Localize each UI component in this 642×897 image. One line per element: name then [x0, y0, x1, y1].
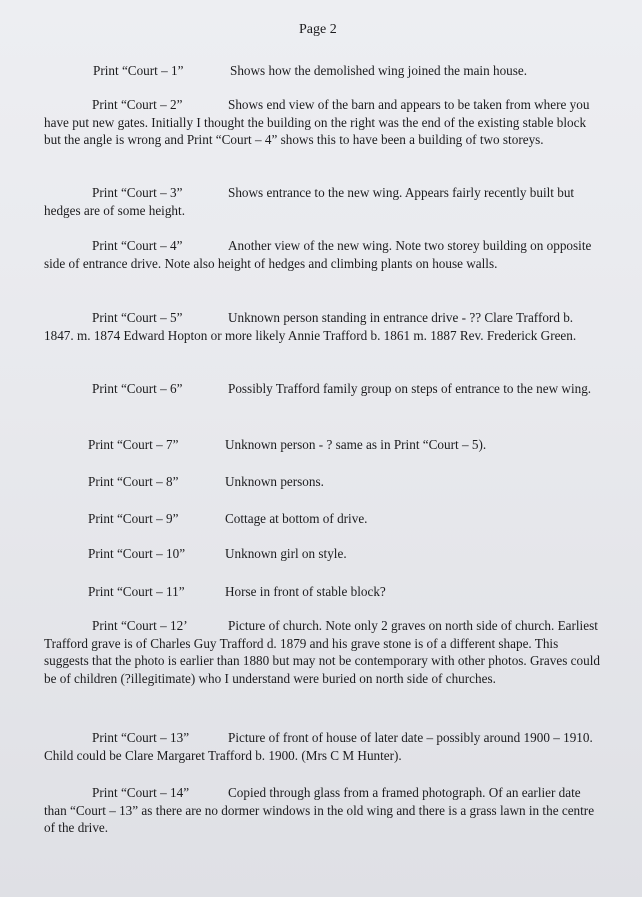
- entry-label: Print “Court – 6”: [92, 381, 183, 396]
- entry-label: Print “Court – 12’: [92, 618, 188, 633]
- entry-label: Print “Court – 3”: [92, 185, 183, 200]
- entry-label: Print “Court – 2”: [92, 97, 183, 112]
- entry-text: Shows end view of the barn and appears to be taken from where you have put new gates. Initially I thought the building on the right was the end of the existing stable block but the angle is wrong and Print “Court – 4” shows this to have been a building of two storeys.: [44, 97, 590, 148]
- entry-label: Print “Court – 14”: [92, 785, 190, 800]
- entry-text: Horse in front of stable block?: [225, 584, 386, 599]
- entry-text: Shows entrance to the new wing. Appears fairly recently built but hedges are of some height.: [44, 185, 575, 218]
- entry-text: Copied through glass from a framed photograph. Of an earlier date than “Court – 13” as there are no dormer windows in the old wing and there is a grass lawn in the centre of the drive.: [44, 785, 595, 836]
- page-title: Page 2: [299, 22, 337, 37]
- entry-text: Picture of front of house of later date – possibly around 1900 – 1910. Child could be Clare Margaret Trafford b. 1900. (Mrs C M Hunter).: [44, 730, 593, 763]
- entry-court-2: [44, 96, 604, 149]
- entry-court-11: [88, 583, 386, 601]
- entry-text: Another view of the new wing. Note two storey building on opposite side of entrance drive. Note also height of hedges and climbing plants on house walls.: [44, 238, 592, 271]
- entry-label: Print “Court – 1”: [93, 63, 184, 78]
- entry-court-4: [44, 237, 604, 272]
- entry-court-13: [44, 729, 604, 764]
- entry-court-9: [88, 510, 367, 528]
- entry-court-3: [44, 184, 604, 219]
- entry-label: Print “Court – 7”: [88, 437, 179, 452]
- entry-label: Print “Court – 4”: [92, 238, 183, 253]
- entry-court-14: [44, 784, 604, 837]
- entry-label: Print “Court – 5”: [92, 310, 183, 325]
- entry-court-1: [93, 62, 527, 80]
- entry-court-12: [44, 617, 604, 687]
- entry-text: Picture of church. Note only 2 graves on north side of church. Earliest Trafford grave is of Charles Guy Trafford d. 1879 and his grave stone is of a different shape. This suggests that the photo is earlier than 1880 but may not be contemporary with other photos. Graves could be of children (?illegitimate) who I understand were buried on north side of churches.: [44, 618, 600, 686]
- entry-label: Print “Court – 11”: [88, 584, 185, 599]
- entry-text: Unknown persons.: [225, 474, 324, 489]
- entry-text: Cottage at bottom of drive.: [225, 511, 368, 526]
- entry-court-8: [88, 473, 324, 491]
- entry-text: Possibly Trafford family group on steps of entrance to the new wing.: [228, 381, 592, 396]
- entry-label: Print “Court – 8”: [88, 474, 179, 489]
- entry-court-5: [44, 309, 604, 344]
- entry-court-6: [44, 380, 604, 398]
- entry-text: Shows how the demolished wing joined the main house.: [230, 63, 528, 78]
- entry-court-10: [88, 545, 347, 563]
- entry-label: Print “Court – 10”: [88, 546, 186, 561]
- entry-court-7: [88, 436, 486, 454]
- entry-text: Unknown person - ? same as in Print “Court – 5).: [225, 437, 487, 452]
- entry-text: Unknown person standing in entrance drive - ?? Clare Trafford b. 1847. m. 1874 Edward Hopton or more likely Annie Trafford b. 1861 m. 1887 Rev. Frederick Green.: [44, 310, 577, 343]
- entry-label: Print “Court – 9”: [88, 511, 179, 526]
- entry-label: Print “Court – 13”: [92, 730, 190, 745]
- entry-text: Unknown girl on style.: [225, 546, 347, 561]
